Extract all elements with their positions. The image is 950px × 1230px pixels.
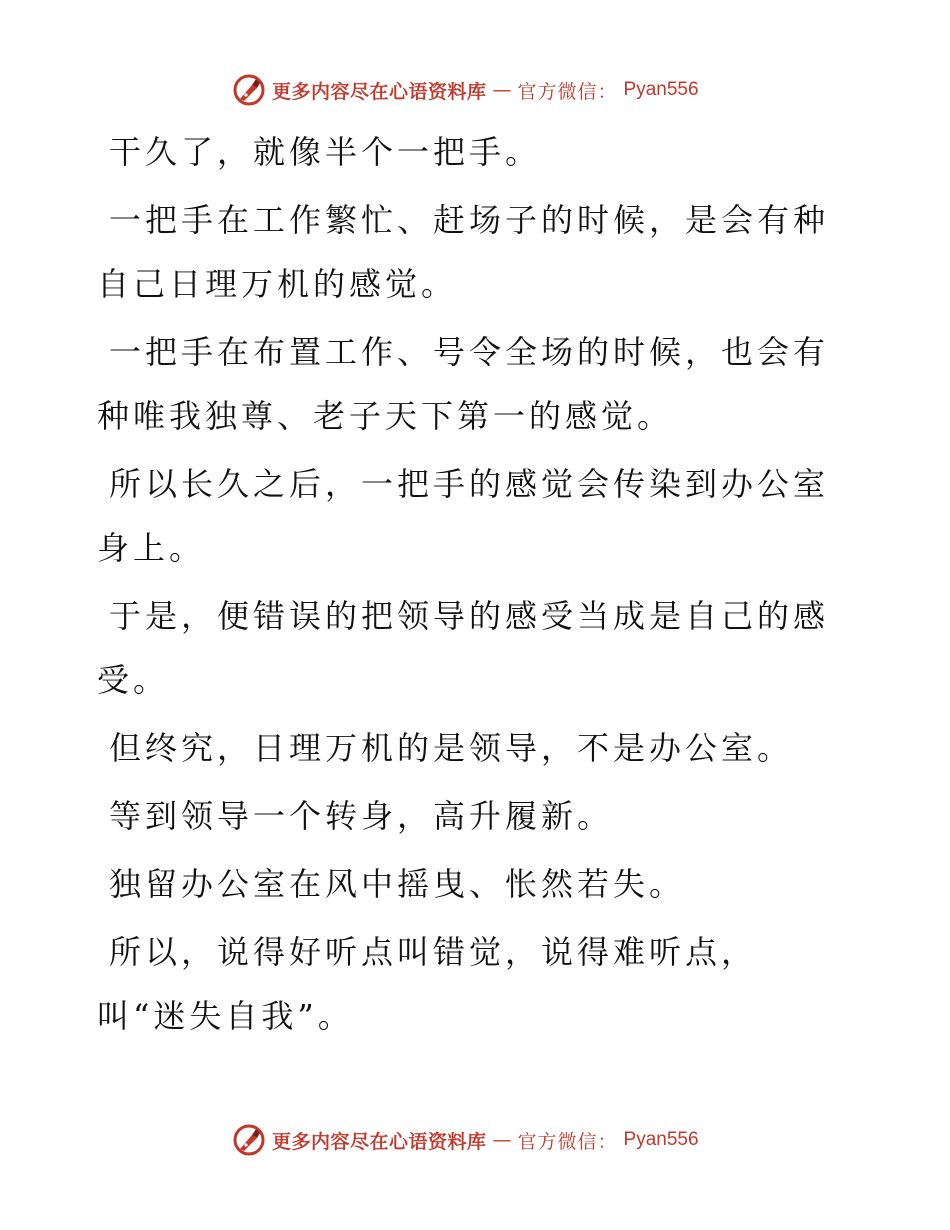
- paragraph: 干久了，就像半个一把手。: [109, 133, 542, 171]
- watermark-brand-text: 更多内容尽在心语资料库: [272, 1130, 487, 1153]
- watermark-wechat-id: Pyan556: [623, 1129, 699, 1150]
- paragraph: 但终究，日理万机的是领导，不是办公室。: [109, 729, 794, 767]
- paragraph: 等到领导一个转身，高升履新。: [109, 797, 614, 835]
- paragraph: 所以，说得好听点叫错觉，说得难听点，叫“迷失自我”。: [97, 933, 758, 1035]
- pen-nib-logo-icon: [232, 73, 266, 107]
- watermark-wechat-label: 官方微信：: [517, 1130, 618, 1153]
- watermark-wechat-id: Pyan556: [623, 79, 699, 100]
- paragraph: 一把手在布置工作、号令全场的时候，也会有种唯我独尊、老子天下第一的感觉。: [97, 333, 830, 435]
- paragraph: 于是，便错误的把领导的感受当成是自己的感受。: [97, 597, 830, 699]
- paragraph: 独留办公室在风中摇曳、怅然若失。: [109, 865, 686, 903]
- pen-nib-logo-icon: [232, 1123, 266, 1157]
- paragraph: 一把手在工作繁忙、赶场子的时候，是会有种自己日理万机的感觉。: [97, 201, 830, 303]
- header-watermark: [232, 72, 699, 108]
- watermark-brand-text: 更多内容尽在心语资料库: [272, 80, 487, 103]
- watermark-wechat-label: 官方微信：: [517, 80, 618, 103]
- watermark-separator: —: [492, 79, 512, 101]
- body-text: [97, 120, 837, 1052]
- watermark-separator: —: [492, 1129, 512, 1151]
- paragraph: 所以长久之后，一把手的感觉会传染到办公室身上。: [97, 465, 830, 567]
- footer-watermark: [232, 1122, 699, 1158]
